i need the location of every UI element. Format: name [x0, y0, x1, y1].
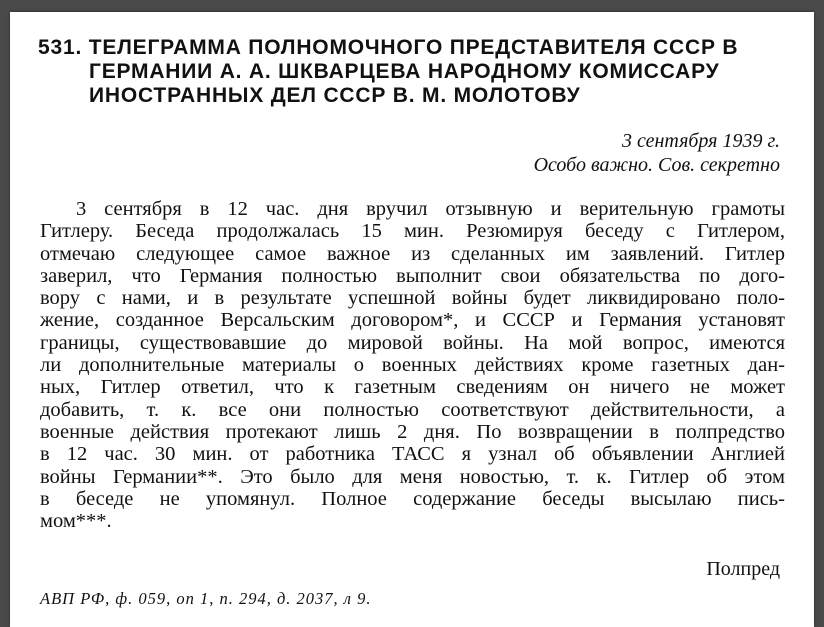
body-line: в беседе не упомянул. Полное содержание беседы высылаю пись-: [40, 487, 785, 510]
document-date: 3 сентября 1939 г.: [621, 130, 780, 152]
body-line: отмечаю следующее самое важное из сделанных им заявлений. Гитлер: [40, 242, 785, 265]
body-line: ли дополнительные материалы о военных действиях кроме газетных дан-: [40, 354, 785, 377]
body-line: в 12 час. 30 мин. от работника ТАСС я узнал об объявлении Англией: [40, 443, 785, 466]
title-line: 531. ТЕЛЕГРАММА ПОЛНОМОЧНОГО ПРЕДСТАВИТЕЛЯ СССР В: [38, 36, 739, 59]
body-line: добавить, т. к. все они полностью соответствуют действительности, а: [40, 398, 785, 421]
body-line: границы, существовавшие до мировой войны. На мой вопрос, имеются: [40, 331, 785, 354]
archive-source-reference: АВП РФ, ф. 059, оп 1, п. 294, д. 2037, л 9.: [40, 589, 372, 608]
body-line: войны Германии**. Это было для меня новостью, т. к. Гитлер об этом: [40, 465, 785, 488]
body-line: мом***.: [40, 510, 112, 533]
title-line: ГЕРМАНИИ А. А. ШКВАРЦЕВА НАРОДНОМУ КОМИССАРУ: [89, 60, 720, 83]
body-line: ных, Гитлер ответил, что к газетным сведениям он ничего не может: [40, 376, 785, 399]
secrecy-classification: Особо важно. Сов. секретно: [533, 154, 780, 176]
body-line: Гитлеру. Беседа продолжалась 15 мин. Резюмируя беседу с Гитлером,: [40, 220, 785, 243]
body-line: 3 сентября в 12 час. дня вручил отзывную и верительную грамоты: [76, 198, 785, 220]
body-line: вору с нами, и в результате успешной войны будет ликвидировано поло-: [40, 287, 785, 310]
title-line: ИНОСТРАННЫХ ДЕЛ СССР В. М. МОЛОТОВУ: [89, 84, 581, 107]
body-line: жение, созданное Версальским договором*, и СССР и Германия установят: [40, 309, 785, 332]
body-line: заверил, что Германия полностью выполнит свои обязательства по дого-: [40, 264, 785, 287]
body-line: военные действия протекают лишь 2 дня. По возвращении в полпредство: [40, 420, 785, 443]
telegram-body: [40, 198, 785, 532]
document-page: [10, 12, 814, 627]
signature: Полпред: [706, 558, 780, 580]
document-title: [38, 36, 798, 108]
